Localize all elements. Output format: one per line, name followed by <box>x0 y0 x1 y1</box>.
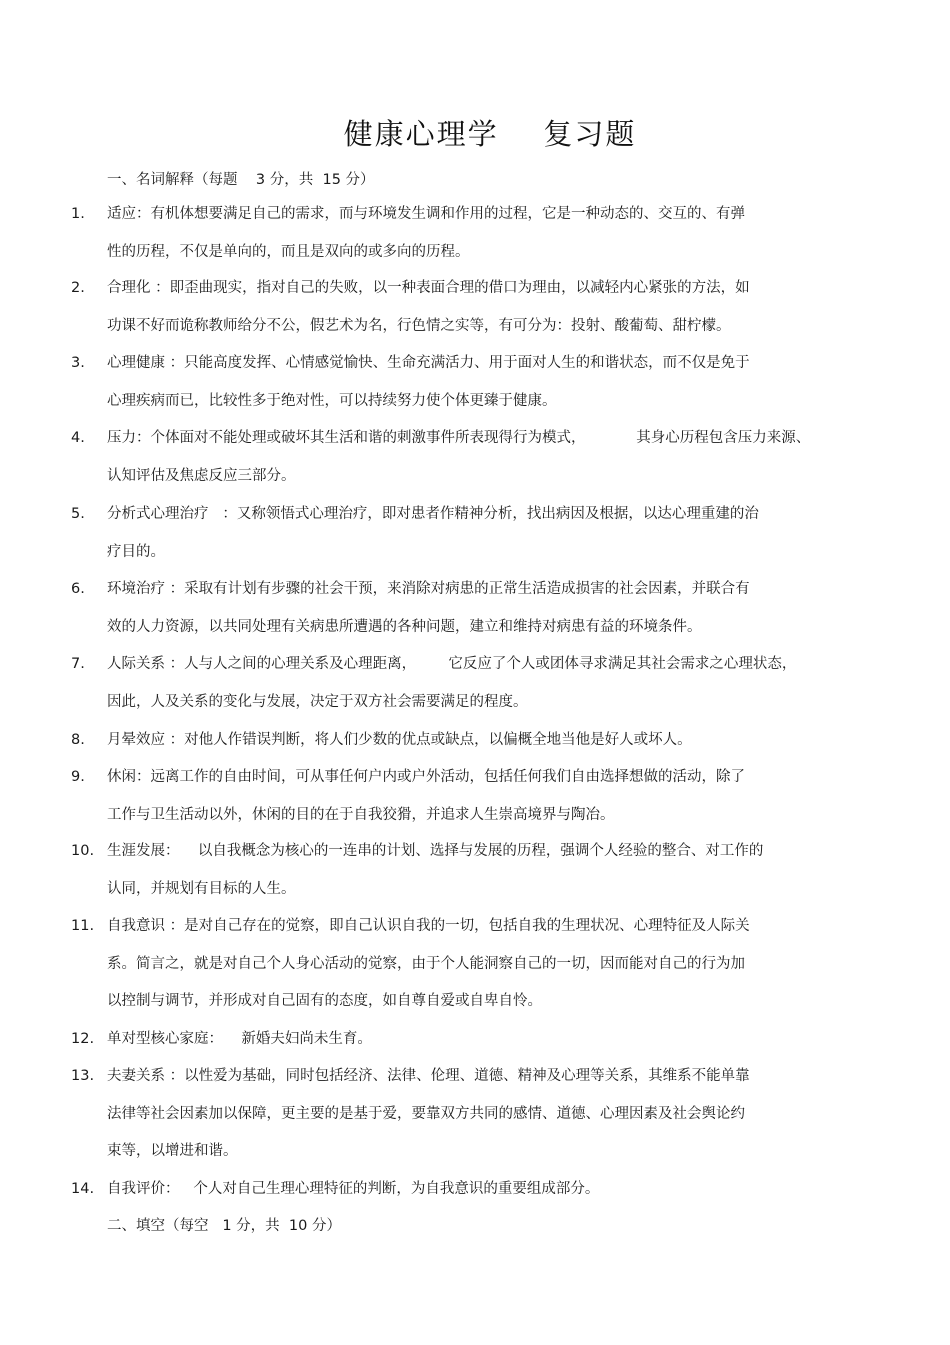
item-text-line: 环境治疗 ：采取有计划有步骤的社会干预，来消除对病患的正常生活造成损害的社会因素，并联合有 <box>107 581 750 597</box>
item-text-line: 心理健康 ：只能高度发挥、心情感觉愉快、生命充满活力、用于面对人生的和谐状态，而不仅是免于 <box>107 355 750 371</box>
item-text-line: 自我评价： 个人对自己生理心理特征的判断，为自我意识的重要组成部分。 <box>107 1181 600 1197</box>
item-text-line: 法律等社会因素加以保障，更主要的是基于爱，要靠双方共同的感情、道德、心理因素及社会舆论约 <box>107 1105 745 1122</box>
item-number: 3. <box>71 355 85 371</box>
item-number: 11. <box>71 918 95 934</box>
item-number: 14. <box>71 1181 95 1197</box>
item-text-line: 认知评估及焦虑反应三部分。 <box>107 467 296 484</box>
item-text-line: 以控制与调节，并形成对自己固有的态度，如自尊自爱或自卑自怜。 <box>107 993 542 1009</box>
item-number: 9. <box>71 769 85 785</box>
section-heading-definitions: 一、名词解释（每题 3 分，共 15 分） <box>107 172 375 188</box>
section-heading-fill-blank: 二、填空（每空 1 分，共 10 分） <box>107 1218 341 1234</box>
item-text-line: 压力：个体面对不能处理或破坏其生活和谐的刺激事件所表现得行为模式， 其身心历程包含压力来源、 <box>107 430 811 446</box>
item-text-line: 工作与卫生活动以外，休闲的目的在于自我狡猾，并追求人生崇高境界与陶冶。 <box>107 806 615 823</box>
item-text-line: 认同，并规划有目标的人生。 <box>107 880 296 897</box>
item-text-line: 适应：有机体想要满足自己的需求，而与环境发生调和作用的过程，它是一种动态的、交互的、有弹 <box>107 206 745 222</box>
item-text-line: 分析式心理治疗 ：又称领悟式心理治疗，即对患者作精神分析，找出病因及根据，以达心理重建的治 <box>107 506 759 522</box>
item-number: 13. <box>71 1068 95 1084</box>
item-text-line: 心理疾病而已，比较性多于绝对性，可以持续努力使个体更臻于健康。 <box>107 392 557 409</box>
item-number: 4. <box>71 430 85 446</box>
item-number: 5. <box>71 506 85 522</box>
item-text-line: 功课不好而诡称教师给分不公，假艺术为名，行色情之实等，有可分为：投射、酸葡萄、甜柠檬。 <box>107 317 731 334</box>
item-text-line: 系。简言之，就是对自己个人身心活动的觉察，由于个人能洞察自己的一切，因而能对自己的行为加 <box>107 955 745 972</box>
item-text-line: 效的人力资源，以共同处理有关病患所遭遇的各种问题，建立和维持对病患有益的环境条件。 <box>107 618 702 635</box>
item-number: 2. <box>71 280 85 296</box>
item-number: 10. <box>71 843 95 859</box>
item-text-line: 自我意识 ：是对自己存在的觉察，即自己认识自我的一切，包括自我的生理状况、心理特征及人际关 <box>107 918 750 934</box>
item-text-line: 合理化 ：即歪曲现实，指对自己的失败，以一种表面合理的借口为理由，以减轻内心紧张的方法，如 <box>107 280 750 296</box>
item-number: 7. <box>71 656 85 672</box>
item-number: 6. <box>71 581 85 597</box>
item-number: 8. <box>71 732 85 748</box>
item-text-line: 性的历程，不仅是单向的，而且是双向的或多向的历程。 <box>107 243 470 260</box>
item-number: 1. <box>71 206 85 222</box>
item-text-line: 单对型核心家庭： 新婚夫妇尚未生育。 <box>107 1031 372 1047</box>
item-text-line: 人际关系 ：人与人之间的心理关系及心理距离， 它反应了个人或团体寻求满足其社会需求之心理状态， <box>107 656 797 672</box>
document-title: 健康心理学 复习题 <box>343 117 637 151</box>
item-number: 12. <box>71 1031 95 1047</box>
item-text-line: 疗目的。 <box>107 543 165 560</box>
item-text-line: 因此，人及关系的变化与发展，决定于双方社会需要满足的程度。 <box>107 693 528 710</box>
item-text-line: 夫妻关系 ：以性爱为基础，同时包括经济、法律、伦理、道德、精神及心理等关系，其维系不能单靠 <box>107 1068 750 1084</box>
item-text-line: 月晕效应 ：对他人作错误判断，将人们少数的优点或缺点，以偏概全地当他是好人或坏人。 <box>107 732 692 748</box>
item-text-line: 休闲：远离工作的自由时间，可从事任何户内或户外活动，包括任何我们自由选择想做的活动，除了 <box>107 769 745 785</box>
item-text-line: 生涯发展： 以自我概念为核心的一连串的计划、选择与发展的历程，强调个人经验的整合、对工作的 <box>107 843 764 859</box>
item-text-line: 束等，以增进和谐。 <box>107 1143 238 1159</box>
